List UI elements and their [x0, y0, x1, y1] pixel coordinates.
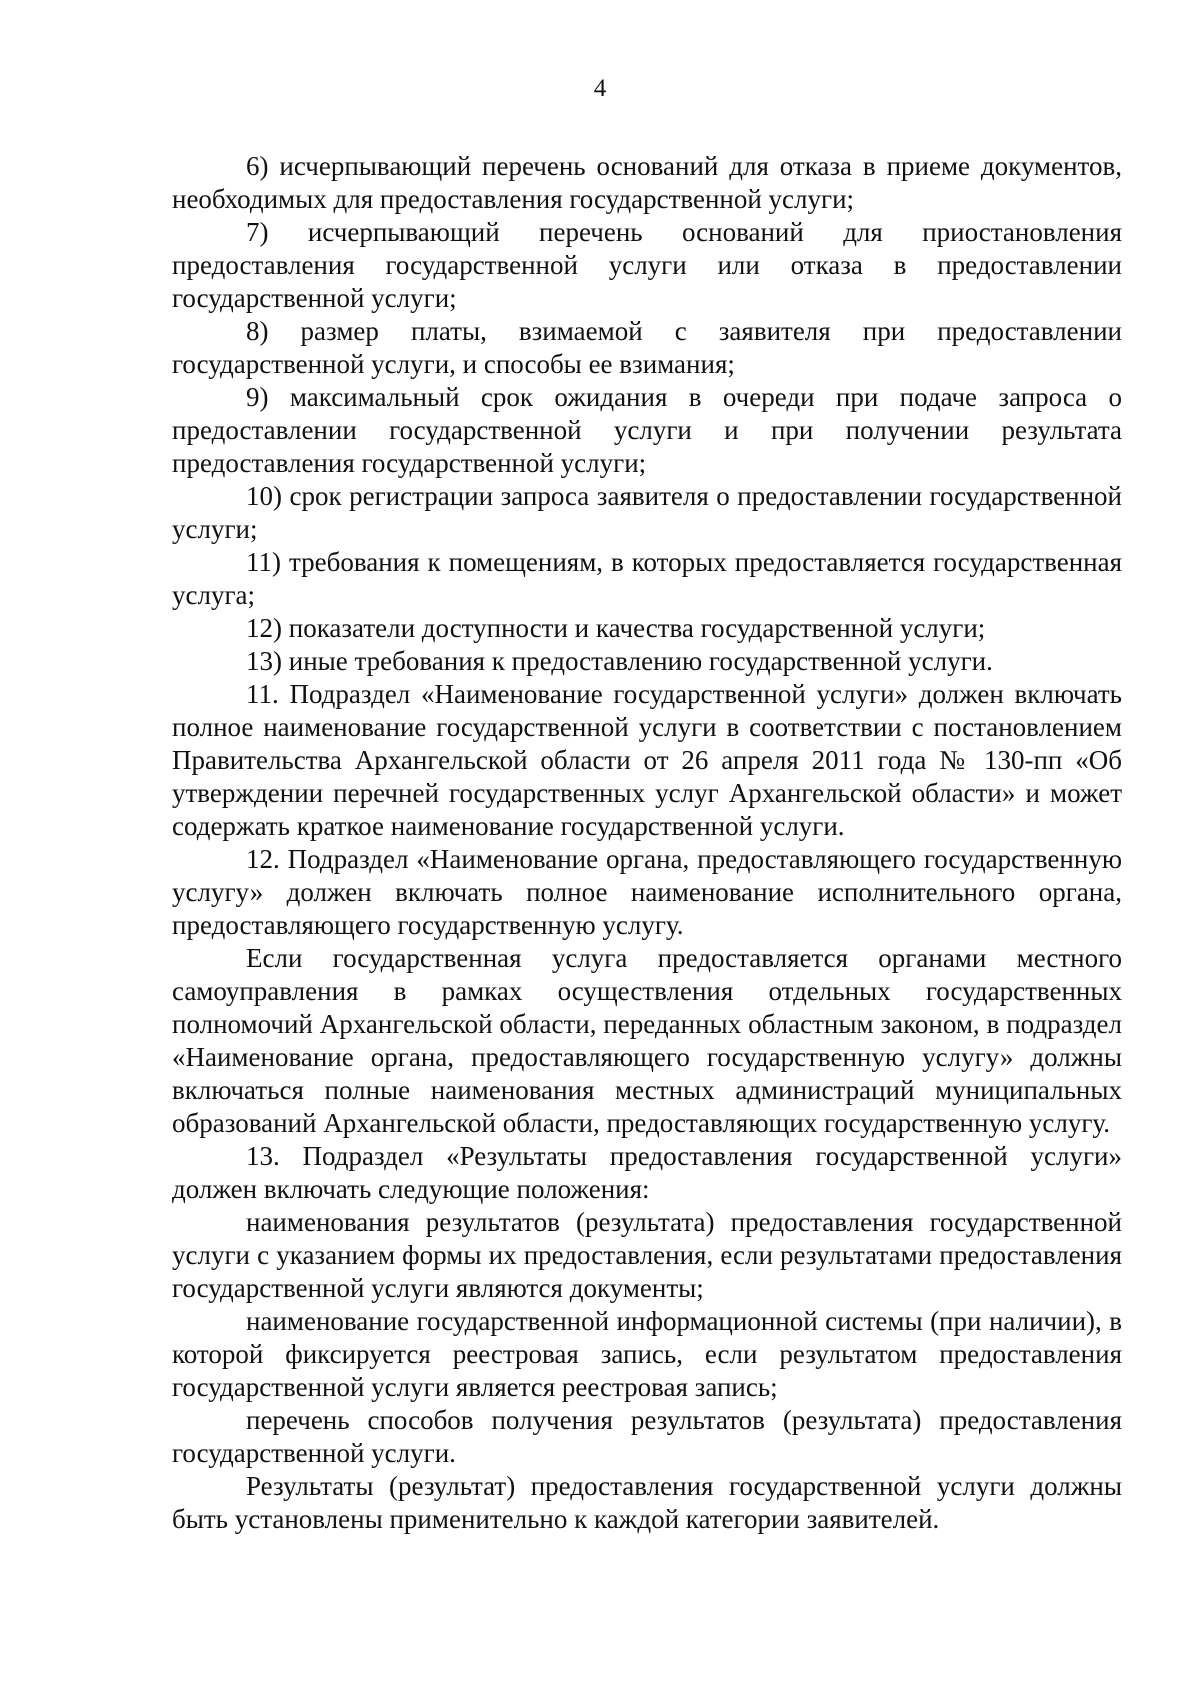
paragraph-item-9: 9) максимальный срок ожидания в очереди при подаче запроса о предоставлении государственной услуги и при получении результата предоставления государственной услуги; [172, 382, 1122, 478]
paragraph-item-12: 12) показатели доступности и качества государственной услуги; [246, 613, 986, 643]
section-11-paragraph: 11. Подраздел «Наименование государственной услуги» должен включать полное наименование государственной услуги в соответствии с постановлением Правительства Архангельской области от 26 апреля 2011 года № 130-пп «Об утверждении перечней государственных услуг Архангельской области» и может содержать краткое наименование государственной услуги. [172, 679, 1122, 841]
results-names-paragraph: наименования результатов (результата) предоставления государственной услуги с указанием формы их предоставления, если результатами предоставления государственной услуги являются документы; [172, 1207, 1122, 1303]
page-number: 4 [593, 75, 607, 102]
paragraph-item-7: 7) исчерпывающий перечень оснований для приостановления предоставления государственной услуги или отказа в предоставлении государственной услуги; [172, 217, 1122, 313]
information-system-paragraph: наименование государственной информационной системы (при наличии), в которой фиксируется реестровая запись, если результатом предоставления государственной услуги является реестровая запись; [172, 1306, 1122, 1402]
section-12-local-government-paragraph: Если государственная услуга предоставляется органами местного самоуправления в рамках осуществления отдельных государственных полномочий Архангельской области, переданных областным законом, в подраздел «Наименование органа, предоставляющего государственную услугу» должны включаться полные наименования местных администраций муниципальных образований Архангельской области, предоставляющих государственную услугу. [172, 943, 1122, 1138]
document-body [172, 150, 1122, 1536]
section-13-paragraph: 13. Подраздел «Результаты предоставления государственной услуги» должен включать следующие положения: [172, 1141, 1122, 1204]
applicant-category-paragraph: Результаты (результат) предоставления государственной услуги должны быть установлены применительно к каждой категории заявителей. [172, 1471, 1122, 1534]
paragraph-item-11: 11) требования к помещениям, в которых предоставляется государственная услуга; [172, 547, 1122, 610]
results-methods-paragraph: перечень способов получения результатов (результата) предоставления государственной услуги. [172, 1405, 1122, 1468]
paragraph-item-8: 8) размер платы, взимаемой с заявителя при предоставлении государственной услуги, и способы ее взимания; [172, 316, 1122, 379]
paragraph-item-13: 13) иные требования к предоставлению государственной услуги. [246, 646, 993, 676]
paragraph-item-10: 10) срок регистрации запроса заявителя о предоставлении государственной услуги; [172, 481, 1122, 544]
section-12-paragraph: 12. Подраздел «Наименование органа, предоставляющего государственную услугу» должен включать полное наименование исполнительного органа, предоставляющего государственную услугу. [172, 844, 1122, 940]
paragraph-item-6: 6) исчерпывающий перечень оснований для отказа в приеме документов, необходимых для предоставления государственной услуги; [172, 151, 1122, 214]
